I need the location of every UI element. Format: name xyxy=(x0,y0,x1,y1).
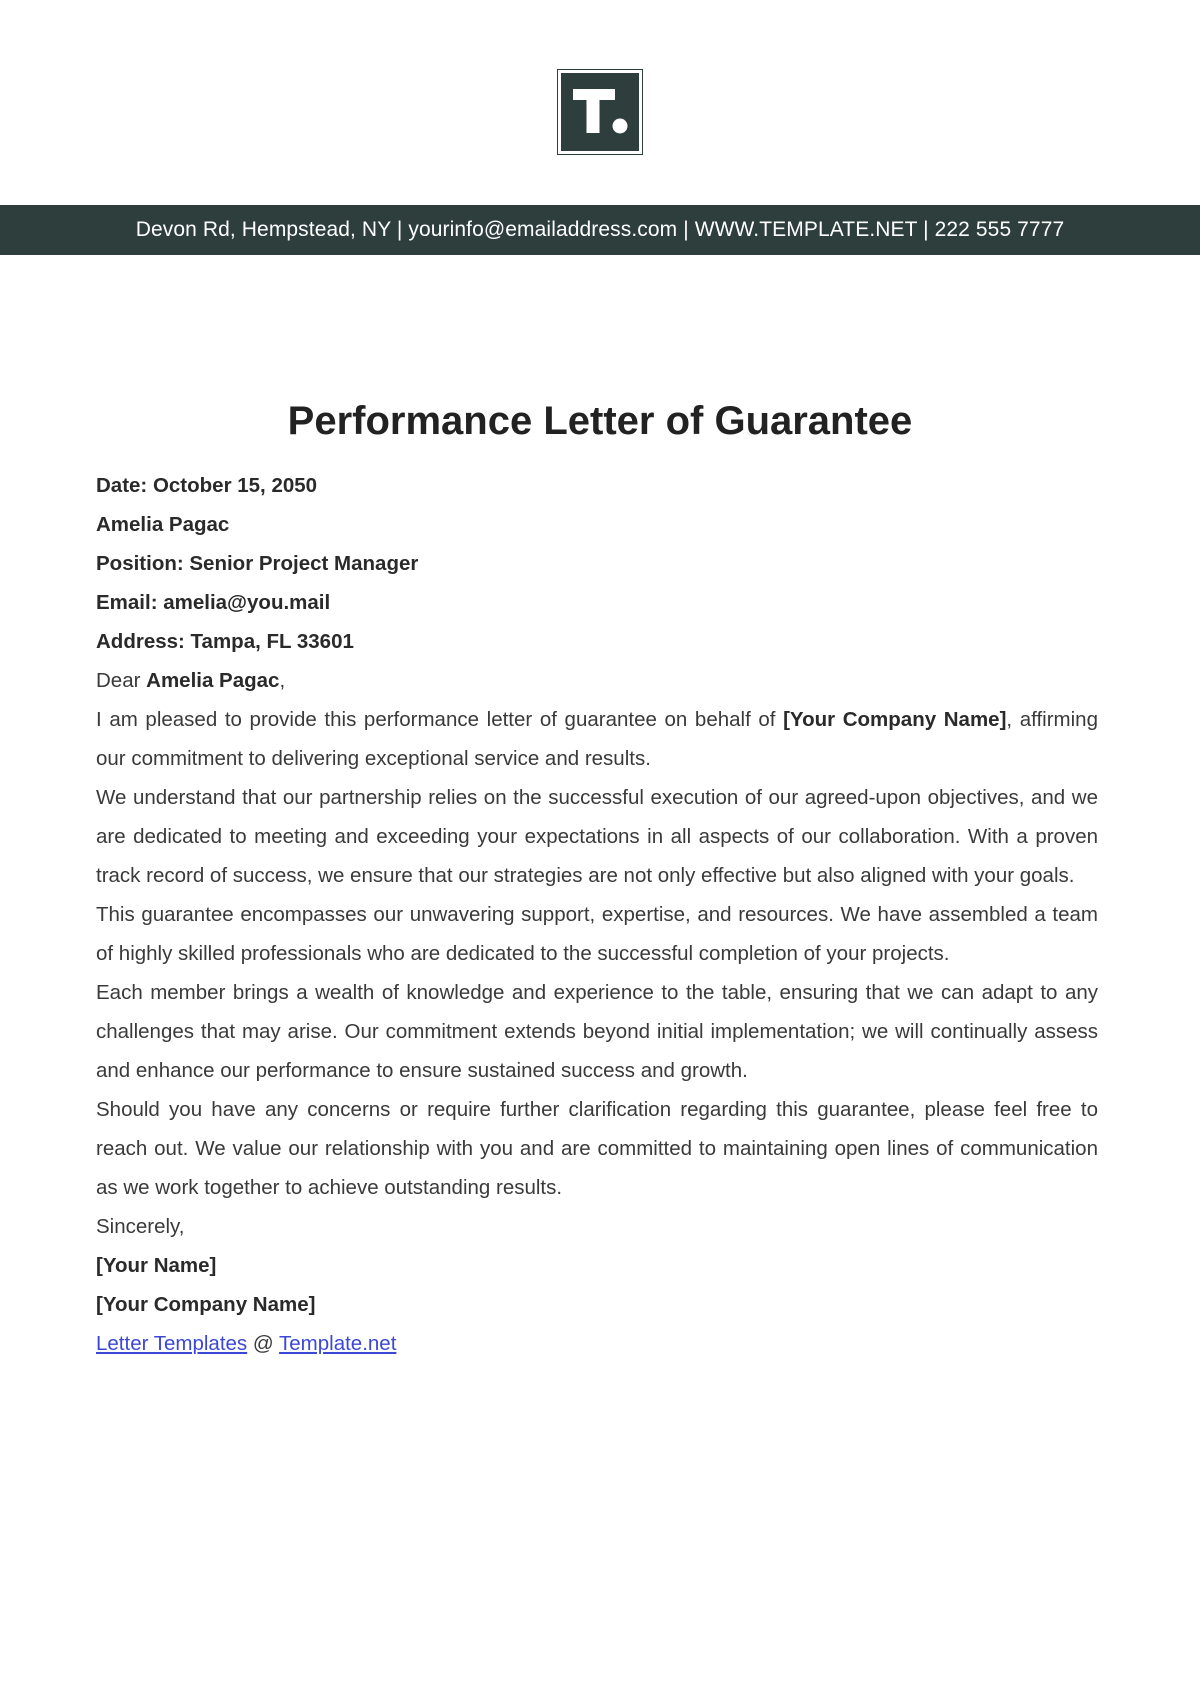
paragraph-intro-end: , affirming our commitment to delivering exceptional service and results. xyxy=(96,708,1098,770)
letter-body xyxy=(96,466,1098,1363)
salutation-prefix: Dear xyxy=(96,669,147,692)
paragraph-guarantee: This guarantee encompasses our unwavering support, expertise, and resources. We have assembled a team of highly skilled professionals who are dedicated to the successful completion of your projects. xyxy=(96,903,1098,965)
paragraph-team: Each member brings a wealth of knowledge and experience to the table, ensuring that we can adapt to any challenges that may arise. Our commitment extends beyond initial implementation; we will continually assess and enhance our performance to ensure sustained success and growth. xyxy=(96,981,1098,1082)
letter-date: Date: October 15, 2050 xyxy=(96,474,318,497)
paragraph-contact: Should you have any concerns or require further clarification regarding this guarantee, please feel free to reach out. We value our relationship with you and are committed to maintaining open lines of communication as we work together to achieve outstanding results. xyxy=(96,1098,1098,1199)
paragraph-intro-start: I am pleased to provide this performance letter of guarantee on behalf of xyxy=(96,708,784,731)
template-t-logo-icon xyxy=(561,73,639,151)
template-net-link[interactable]: Template.net xyxy=(279,1332,397,1355)
company-name-placeholder: [Your Company Name] xyxy=(783,708,1007,731)
letter-title: Performance Letter of Guarantee xyxy=(287,399,913,443)
sign-off: Sincerely, xyxy=(96,1215,185,1238)
footer-separator: @ xyxy=(247,1332,280,1355)
recipient-position: Position: Senior Project Manager xyxy=(96,552,419,575)
salutation xyxy=(96,661,1098,700)
footer-links xyxy=(96,1324,1098,1363)
salutation-suffix: , xyxy=(279,669,286,692)
contact-info-bar: Devon Rd, Hempstead, NY | yourinfo@emailaddress.com | WWW.TEMPLATE.NET | 222 555 7777 xyxy=(0,205,1200,255)
letter-templates-link[interactable]: Letter Templates xyxy=(96,1332,248,1355)
salutation-name: Amelia Pagac xyxy=(146,669,280,692)
paragraph-intro xyxy=(96,700,1098,778)
signer-company: [Your Company Name] xyxy=(96,1293,316,1316)
signer-name: [Your Name] xyxy=(96,1254,217,1277)
company-logo xyxy=(557,69,643,155)
recipient-name: Amelia Pagac xyxy=(96,513,230,536)
recipient-email: Email: amelia@you.mail xyxy=(96,591,331,614)
paragraph-partnership: We understand that our partnership relies on the successful execution of our agreed-upon objectives, and we are dedicated to meeting and exceeding your expectations in all aspects of our collaboration. With a proven track record of success, we ensure that our strategies are not only effective but also aligned with your goals. xyxy=(96,786,1098,887)
recipient-address: Address: Tampa, FL 33601 xyxy=(96,630,354,653)
